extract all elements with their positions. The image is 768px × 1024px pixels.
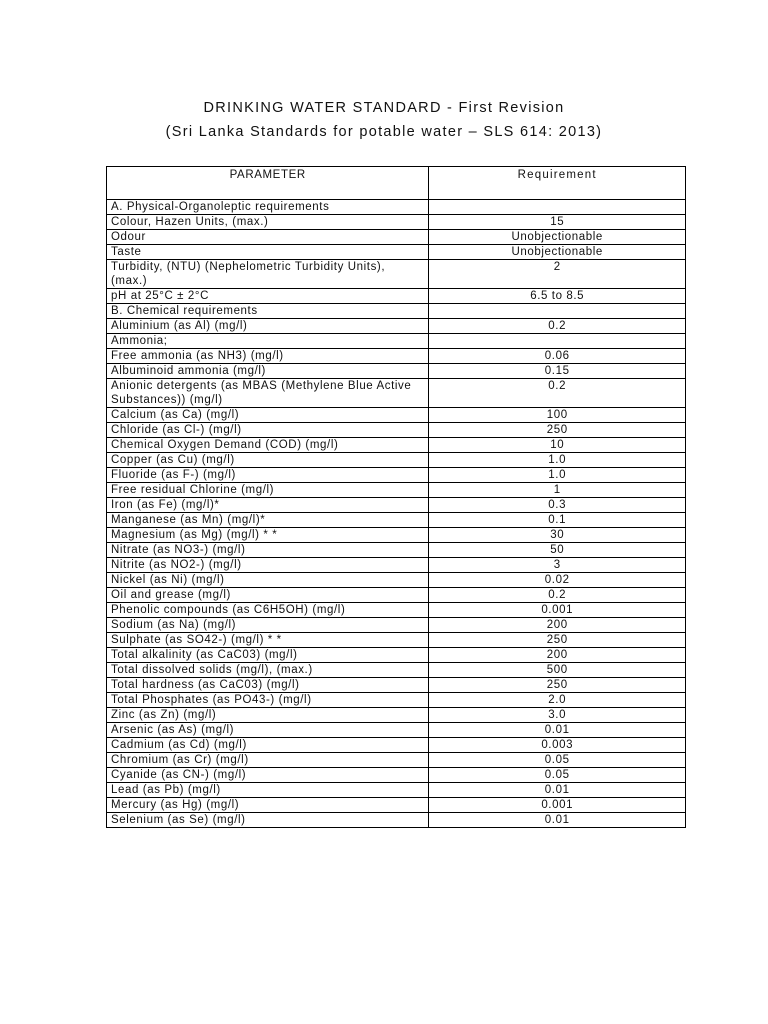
parameter-cell: Chromium (as Cr) (mg/l) [107, 753, 429, 768]
document-title: DRINKING WATER STANDARD - First Revision [203, 100, 565, 116]
parameter-cell: Sulphate (as SO42-) (mg/l) * * [107, 633, 429, 648]
table-row [107, 483, 686, 498]
parameter-cell: Nitrite (as NO2-) (mg/l) [107, 558, 429, 573]
requirement-cell: 6.5 to 8.5 [429, 289, 686, 304]
requirement-cell: 0.01 [429, 813, 686, 828]
requirement-cell: 3 [429, 558, 686, 573]
requirement-cell: 0.001 [429, 798, 686, 813]
parameter-cell: Oil and grease (mg/l) [107, 588, 429, 603]
table-row [107, 603, 686, 618]
parameter-cell: Calcium (as Ca) (mg/l) [107, 408, 429, 423]
parameter-cell: Arsenic (as As) (mg/l) [107, 723, 429, 738]
parameter-cell: Odour [107, 230, 429, 245]
table-row [107, 438, 686, 453]
table-row [107, 215, 686, 230]
table-row [107, 379, 686, 408]
table-row [107, 798, 686, 813]
requirement-cell: 50 [429, 543, 686, 558]
parameter-cell: Iron (as Fe) (mg/l)* [107, 498, 429, 513]
requirement-cell: 1.0 [429, 453, 686, 468]
parameter-cell: Aluminium (as Al) (mg/l) [107, 319, 429, 334]
table-row [107, 663, 686, 678]
table-row [107, 334, 686, 349]
requirement-cell: 0.05 [429, 768, 686, 783]
parameter-cell: Sodium (as Na) (mg/l) [107, 618, 429, 633]
parameter-cell: Magnesium (as Mg) (mg/l) * * [107, 528, 429, 543]
parameter-cell: Lead (as Pb) (mg/l) [107, 783, 429, 798]
requirement-cell: 0.2 [429, 319, 686, 334]
requirement-cell: 0.003 [429, 738, 686, 753]
parameter-cell: Ammonia; [107, 334, 429, 349]
parameter-cell: Phenolic compounds (as C6H5OH) (mg/l) [107, 603, 429, 618]
table-row [107, 498, 686, 513]
table-row [107, 693, 686, 708]
table-row [107, 723, 686, 738]
parameter-cell: Anionic detergents (as MBAS (Methylene Blue Active Substances)) (mg/l) [107, 379, 429, 408]
requirement-cell: 0.001 [429, 603, 686, 618]
table-row [107, 200, 686, 215]
table-row [107, 319, 686, 334]
parameter-cell: pH at 25°C ± 2°C [107, 289, 429, 304]
header-parameter: PARAMETER [107, 167, 429, 200]
table-row [107, 558, 686, 573]
parameter-cell: Cyanide (as CN-) (mg/l) [107, 768, 429, 783]
table-row [107, 528, 686, 543]
table-row [107, 573, 686, 588]
requirement-cell: Unobjectionable [429, 230, 686, 245]
requirement-cell: 3.0 [429, 708, 686, 723]
parameter-cell: Total dissolved solids (mg/l), (max.) [107, 663, 429, 678]
table-row [107, 543, 686, 558]
parameter-cell: Total Phosphates (as PO43-) (mg/l) [107, 693, 429, 708]
table-row [107, 423, 686, 438]
document-subtitle: (Sri Lanka Standards for potable water – SLS 614: 2013) [165, 124, 603, 140]
requirement-cell: 0.15 [429, 364, 686, 379]
parameter-cell: Albuminoid ammonia (mg/l) [107, 364, 429, 379]
parameter-cell: Total hardness (as CaC03) (mg/l) [107, 678, 429, 693]
requirement-cell: 0.02 [429, 573, 686, 588]
requirement-cell: 2.0 [429, 693, 686, 708]
requirement-cell [429, 334, 686, 349]
standards-table [106, 166, 686, 828]
requirement-cell: 200 [429, 618, 686, 633]
parameter-cell: Chloride (as Cl-) (mg/l) [107, 423, 429, 438]
table-row [107, 245, 686, 260]
table-row [107, 768, 686, 783]
requirement-cell: 0.01 [429, 783, 686, 798]
parameter-cell: Copper (as Cu) (mg/l) [107, 453, 429, 468]
table-row [107, 588, 686, 603]
requirement-cell: 200 [429, 648, 686, 663]
table-row [107, 813, 686, 828]
table-row [107, 468, 686, 483]
table-row [107, 618, 686, 633]
table-row [107, 678, 686, 693]
parameter-cell: Mercury (as Hg) (mg/l) [107, 798, 429, 813]
parameter-cell: Cadmium (as Cd) (mg/l) [107, 738, 429, 753]
table-row [107, 364, 686, 379]
requirement-cell: 15 [429, 215, 686, 230]
table-row [107, 513, 686, 528]
parameter-cell: Zinc (as Zn) (mg/l) [107, 708, 429, 723]
table-row [107, 648, 686, 663]
table-row [107, 304, 686, 319]
requirement-cell [429, 304, 686, 319]
requirement-cell: 100 [429, 408, 686, 423]
table-row [107, 408, 686, 423]
table-row [107, 783, 686, 798]
requirement-cell: 2 [429, 260, 686, 289]
parameter-cell: Selenium (as Se) (mg/l) [107, 813, 429, 828]
parameter-cell: Chemical Oxygen Demand (COD) (mg/l) [107, 438, 429, 453]
table-row [107, 349, 686, 364]
requirement-cell: 0.01 [429, 723, 686, 738]
requirement-cell: Unobjectionable [429, 245, 686, 260]
parameter-cell: Free residual Chlorine (mg/l) [107, 483, 429, 498]
parameter-cell: Turbidity, (NTU) (Nephelometric Turbidity Units), (max.) [107, 260, 429, 289]
parameter-cell: B. Chemical requirements [107, 304, 429, 319]
requirement-cell: 250 [429, 633, 686, 648]
table-header-row [107, 167, 686, 200]
table-row [107, 708, 686, 723]
requirement-cell: 10 [429, 438, 686, 453]
table-row [107, 738, 686, 753]
parameter-cell: Manganese (as Mn) (mg/l)* [107, 513, 429, 528]
requirement-cell: 0.3 [429, 498, 686, 513]
table-row [107, 260, 686, 289]
requirement-cell: 500 [429, 663, 686, 678]
requirement-cell: 0.06 [429, 349, 686, 364]
table-row [107, 230, 686, 245]
parameter-cell: Colour, Hazen Units, (max.) [107, 215, 429, 230]
table-row [107, 633, 686, 648]
parameter-cell: Nitrate (as NO3-) (mg/l) [107, 543, 429, 558]
requirement-cell: 30 [429, 528, 686, 543]
requirement-cell: 1 [429, 483, 686, 498]
requirement-cell: 0.2 [429, 379, 686, 408]
requirement-cell [429, 200, 686, 215]
requirement-cell: 250 [429, 423, 686, 438]
parameter-cell: A. Physical-Organoleptic requirements [107, 200, 429, 215]
parameter-cell: Taste [107, 245, 429, 260]
parameter-cell: Nickel (as Ni) (mg/l) [107, 573, 429, 588]
requirement-cell: 250 [429, 678, 686, 693]
table-row [107, 453, 686, 468]
parameter-cell: Fluoride (as F-) (mg/l) [107, 468, 429, 483]
requirement-cell: 0.2 [429, 588, 686, 603]
requirement-cell: 0.1 [429, 513, 686, 528]
table-row [107, 753, 686, 768]
table-row [107, 289, 686, 304]
parameter-cell: Total alkalinity (as CaC03) (mg/l) [107, 648, 429, 663]
header-requirement: Requirement [429, 167, 686, 200]
requirement-cell: 1.0 [429, 468, 686, 483]
requirement-cell: 0.05 [429, 753, 686, 768]
parameter-cell: Free ammonia (as NH3) (mg/l) [107, 349, 429, 364]
